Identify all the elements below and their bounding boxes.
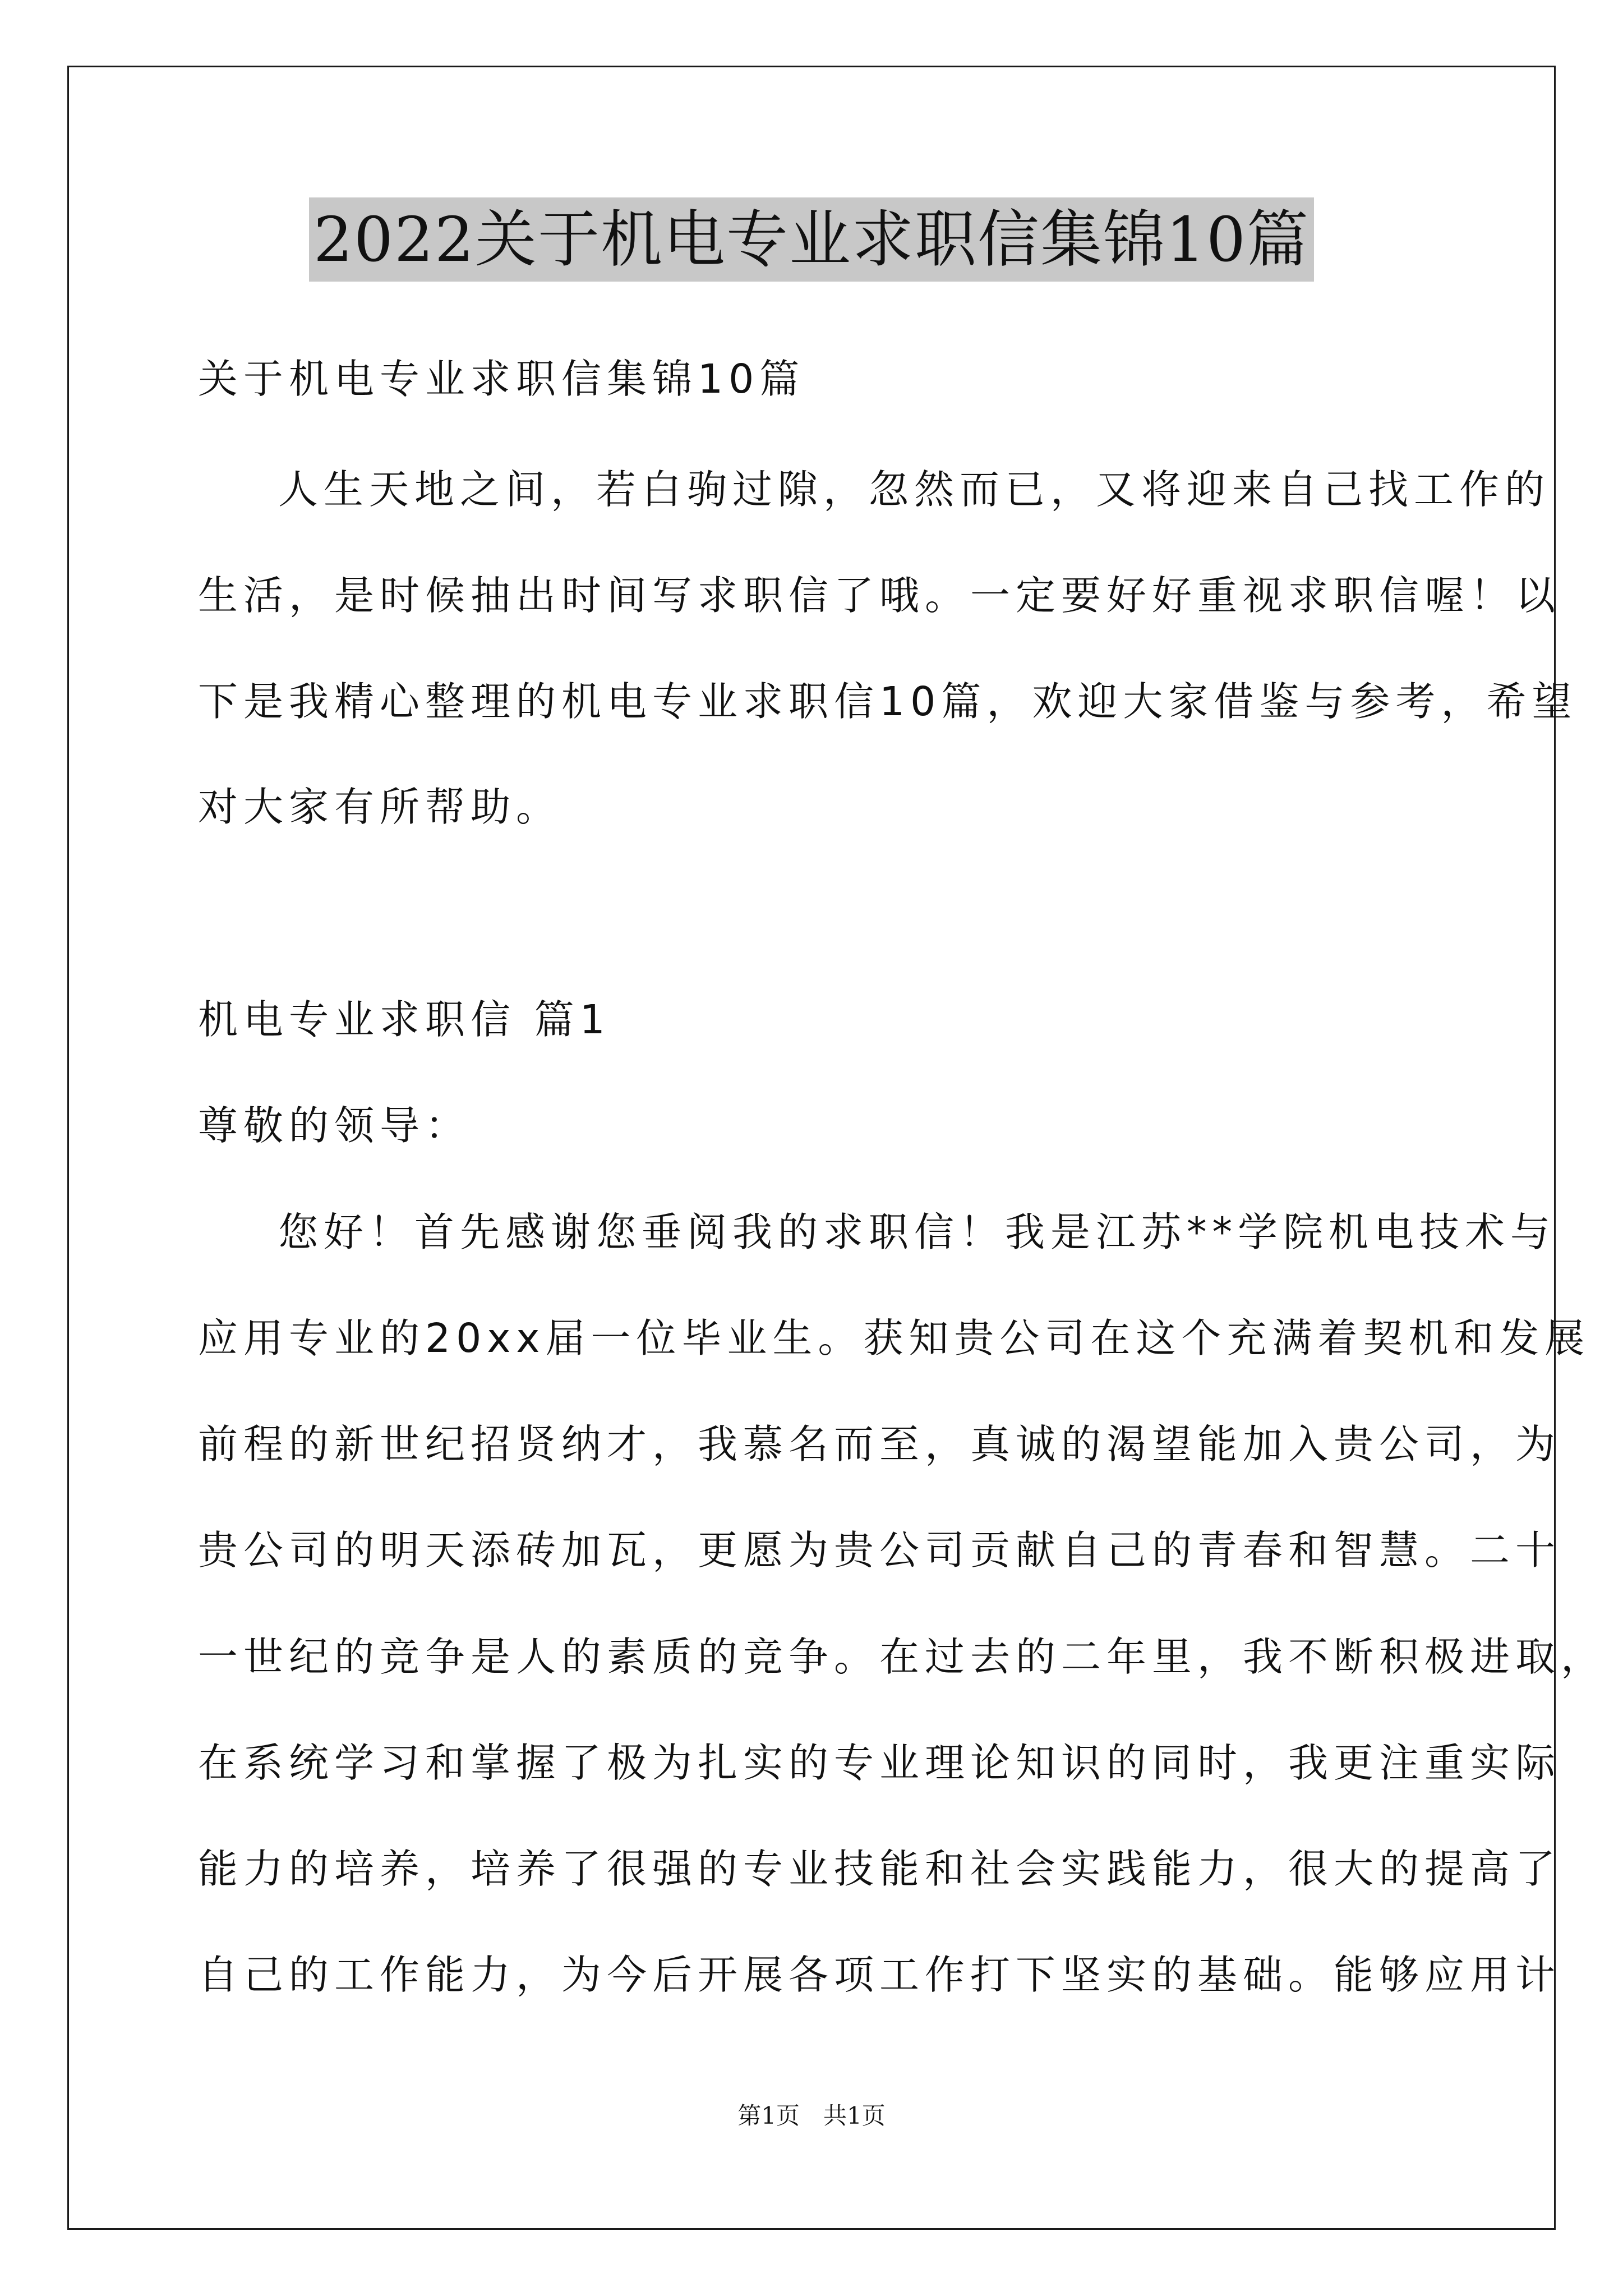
page-footer: 第1页 共1页 (737, 2102, 886, 2129)
intro-line: 对大家有所帮助。 (198, 784, 562, 830)
body-line: 在系统学习和掌握了极为扎实的专业理论知识的同时，我更注重实际 (198, 1740, 1561, 1786)
intro-line: 下是我精心整理的机电专业求职信10篇，欢迎大家借鉴与参考，希望 (198, 678, 1578, 725)
intro-line: 人生天地之间，若白驹过隙，忽然而已，又将迎来自己找工作的 (278, 466, 1551, 513)
body-line: 能力的培养，培养了很强的专业技能和社会实践能力，很大的提高了 (198, 1846, 1561, 1892)
body-line: 应用专业的20xx届一位毕业生。获知贵公司在这个充满着契机和发展 (198, 1315, 1590, 1361)
document-title: 2022关于机电专业求职信集锦10篇 (309, 197, 1314, 282)
section-heading: 机电专业求职信 篇1 (198, 996, 611, 1043)
intro-line: 生活，是时候抽出时间写求职信了哦。一定要好好重视求职信喔！以 (198, 572, 1561, 619)
body-line: 自己的工作能力，为今后开展各项工作打下坚实的基础。能够应用计 (198, 1952, 1561, 1998)
body-line: 您好！首先感谢您垂阅我的求职信！我是江苏**学院机电技术与 (278, 1209, 1556, 1255)
salutation: 尊敬的领导： (198, 1102, 471, 1149)
body-line: 贵公司的明天添砖加瓦，更愿为贵公司贡献自己的青春和智慧。二十 (198, 1527, 1561, 1573)
title-container (0, 197, 1623, 282)
body-line: 前程的新世纪招贤纳才，我慕名而至，真诚的渴望能加入贵公司，为 (198, 1421, 1561, 1467)
body-line: 一世纪的竞争是人的素质的竞争。在过去的二年里，我不断积极进取， (198, 1634, 1607, 1680)
document-subtitle: 关于机电专业求职信集锦10篇 (198, 356, 805, 402)
